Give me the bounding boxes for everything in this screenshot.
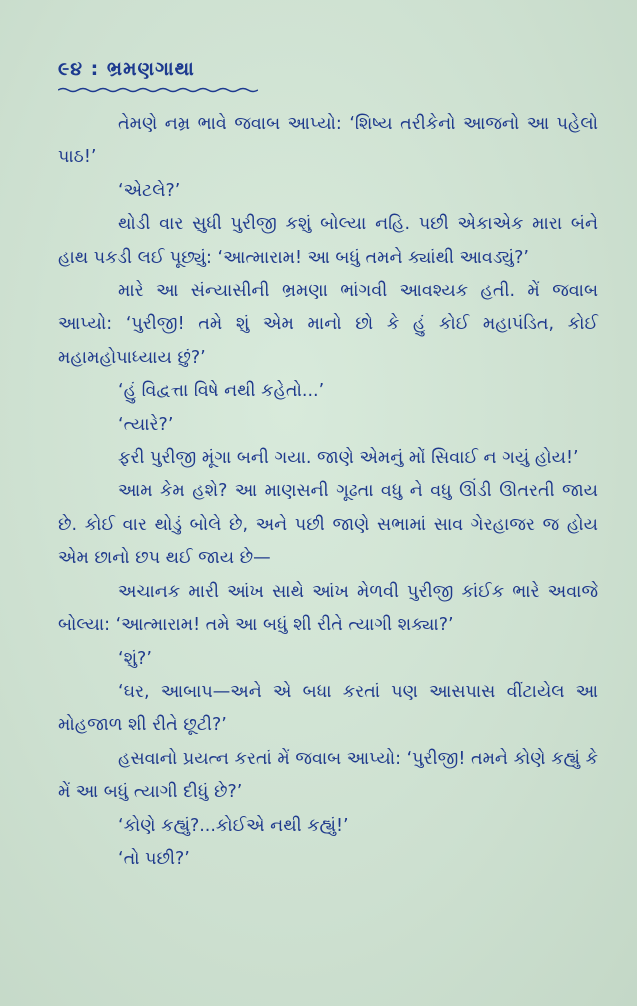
paragraph: ‘ઘર, આબાપ—અને એ બધા કરતાં પણ આસપાસ વીંટાયેલ આ મોહજાળ શી રીતે છૂટી?’ (58, 681, 598, 736)
running-header (58, 58, 195, 80)
book-title: ભ્રમણગાથા (106, 58, 195, 80)
paragraph: ‘કોણે કહ્યું?...કોઈએ નથી કહ્યું!’ (118, 815, 349, 836)
header-wavy-rule (58, 87, 258, 93)
paragraph: આમ કેમ હશે? આ માણસની ગૂઢતા વધુ ને વધુ ઊંડી ઊતરતી જાય છે. કોઈ વાર થોડું બોલે છે, અને પછી જાણે સભામાં સાવ ગેરહાજર જ હોય એમ છાનો છપ થઈ જાય છે— (58, 481, 598, 569)
paragraph: ‘ત્યારે?’ (118, 414, 174, 435)
header-separator: : (90, 58, 100, 80)
paragraph: ફરી પુરીજી મૂંગા બની ગયા. જાણે એમનું મોં સિવાઈ ન ગયું હોય!’ (118, 448, 579, 469)
paragraph: ‘તો પછી?’ (118, 848, 190, 869)
paragraph: હસવાનો પ્રયત્ન કરતાં મેં જવાબ આપ્યો: ‘પુરીજી! તમને કોણે કહ્યું કે મેં આ બધું ત્યાગી દીધું છે?’ (58, 748, 598, 803)
paragraph: થોડી વાર સુધી પુરીજી કશું બોલ્યા નહિ. પછી એકાએક મારા બંને હાથ પકડી લઈ પૂછ્યું: ‘આત્મારામ! આ બધું તમને ક્યાંથી આવડ્યું?’ (58, 214, 598, 268)
body-text (58, 108, 598, 876)
paragraph: મારે આ સંન્યાસીની ભ્રમણા ભાંગવી આવશ્યક હતી. મેં જવાબ આપ્યો: ‘પુરીજી! તમે શું એમ માનો છો કે હું કોઈ મહાપંડિત, કોઈ મહામહોપાધ્યાય છું?’ (58, 281, 598, 368)
paragraph: ‘શું?’ (118, 648, 152, 669)
paragraph: ‘હું વિદ્વત્તા વિષે નથી કહેતો...’ (118, 381, 325, 402)
page-number: ૯૪ (58, 58, 84, 80)
paragraph: અચાનક મારી આંખ સાથે આંખ મેળવી પુરીજી કાંઈક ભારે અવાજે બોલ્યા: ‘આત્મારામ! તમે આ બધું શી રીતે ત્યાગી શક્યા?’ (58, 581, 598, 636)
paragraph: ‘એટલે?’ (118, 180, 181, 201)
paragraph: તેમણે નમ્ર ભાવે જવાબ આપ્યો: ‘શિષ્ય તરીકેનો આજનો આ પહેલો પાઠ!’ (58, 114, 598, 168)
